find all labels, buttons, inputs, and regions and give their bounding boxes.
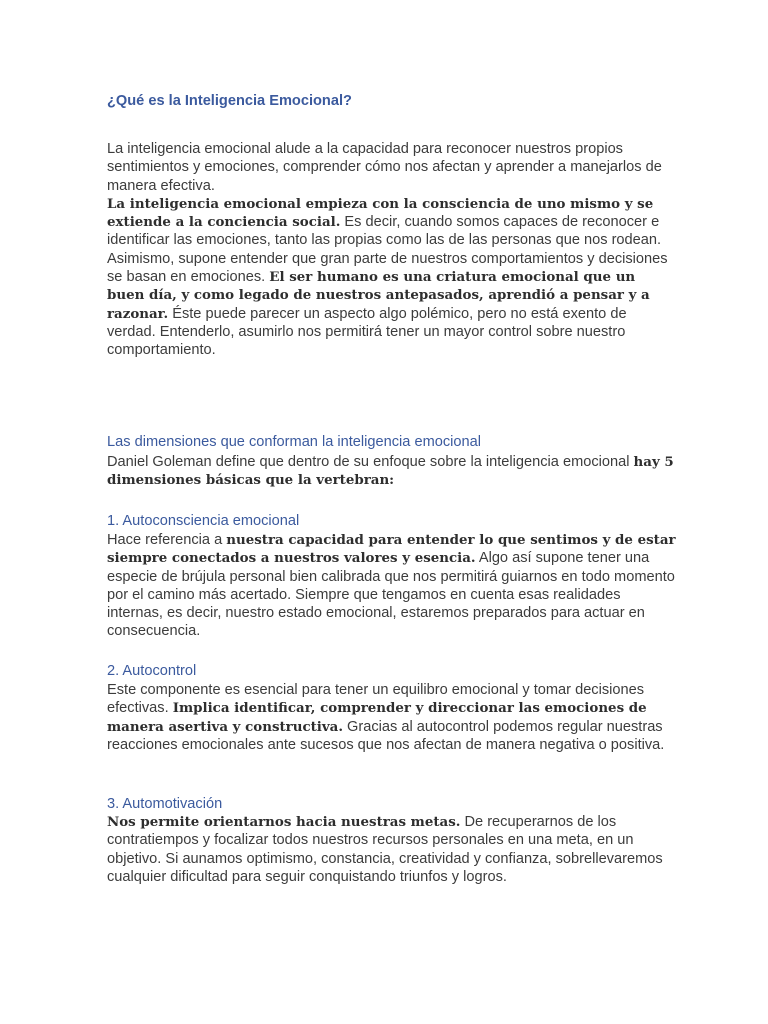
intro-paragraph-3-text: Éste puede parecer un aspecto algo polémico, pero no está exento de verdad. Entenderlo, asumirlo nos permitirá tener un mayor control sobre nuestro comportamiento. [107,305,627,359]
section-1-text: Algo así supone tener una especie de brújula personal bien calibrada que nos permitirá guiarnos en todo momento por el camino más acertado. Siempre que tengamos en cuenta esas realidades internas, es decir, nuestro estado emocional, estaremos preparados para actuar en consecuencia. [107,550,675,640]
intro-paragraph-3-bold: El ser humano es una criatura emocional que un buen día, y como legado de nuestros antepasados, aprendió a pensar y a razonar. [107,269,650,322]
section-1-body [107,531,677,641]
page-title: ¿Qué es la Inteligencia Emocional? [107,93,352,109]
dimensions-intro [107,453,677,490]
intro-paragraph-2 [107,195,677,250]
section-1-start: Hace referencia a [107,532,227,548]
section-1-heading: 1. Autoconsciencia emocional [107,513,300,529]
dimensions-heading: Las dimensiones que conforman la inteligencia emocional [107,434,481,450]
section-3-heading: 3. Automotivación [107,796,223,812]
dimensions-bold: hay 5 dimensiones básicas que la vertebran: [107,454,674,489]
section-1-bold: nuestra capacidad para entender lo que sentimos y de estar siempre conectados a nuestros valores y esencia. [107,532,676,567]
section-3-bold: Nos permite orientarnos hacia nuestras metas. [107,814,461,830]
intro-paragraph-3-start: Asimismo, supone entender que gran parte de nuestros comportamientos y decisiones se basan en emociones. [107,250,668,286]
section-3-text: De recuperarnos de los contratiempos y focalizar todos nuestros recursos personales en una meta, en un objetivo. Si aunamos optimismo, constancia, creatividad y confianza, sobrellevaremos cualquier dificultad para seguir conquistando triunfos y logros. [107,814,663,885]
dimensions-paragraph [107,453,677,490]
section-2-heading: 2. Autocontrol [107,663,197,679]
intro-paragraph-2-bold: La inteligencia emocional empieza con la consciencia de uno mismo y se extiende a la conciencia social. [107,195,654,231]
section-1-paragraph [107,531,677,641]
dimensions-text: Daniel Goleman define que dentro de su enfoque sobre la inteligencia emocional [107,454,634,470]
intro-block [107,140,677,360]
section-3-body [107,813,677,886]
intro-paragraph-1: La inteligencia emocional alude a la capacidad para reconocer nuestros propios sentimientos y emociones, comprender cómo nos afectan y aprender a manejarlos de manera efectiva. [107,141,662,194]
section-2-text: Gracias al autocontrol podemos regular nuestras reacciones emocionales ante sucesos que nos afectan de manera negativa o positiva. [107,718,665,753]
section-2-bold: Implica identificar, comprender y direccionar las emociones de manera asertiva y constructiva. [107,700,647,735]
section-2-paragraph [107,681,677,754]
section-2-start: Este componente es esencial para tener un equilibro emocional y tomar decisiones efectivas. [107,682,645,717]
section-3-paragraph [107,813,677,886]
intro-paragraph-3 [107,250,677,360]
intro-paragraph-2-text: Es decir, cuando somos capaces de reconocer e identificar las emociones, tanto las propias como las de las personas que nos rodean. [107,214,662,249]
section-2-body [107,681,677,754]
